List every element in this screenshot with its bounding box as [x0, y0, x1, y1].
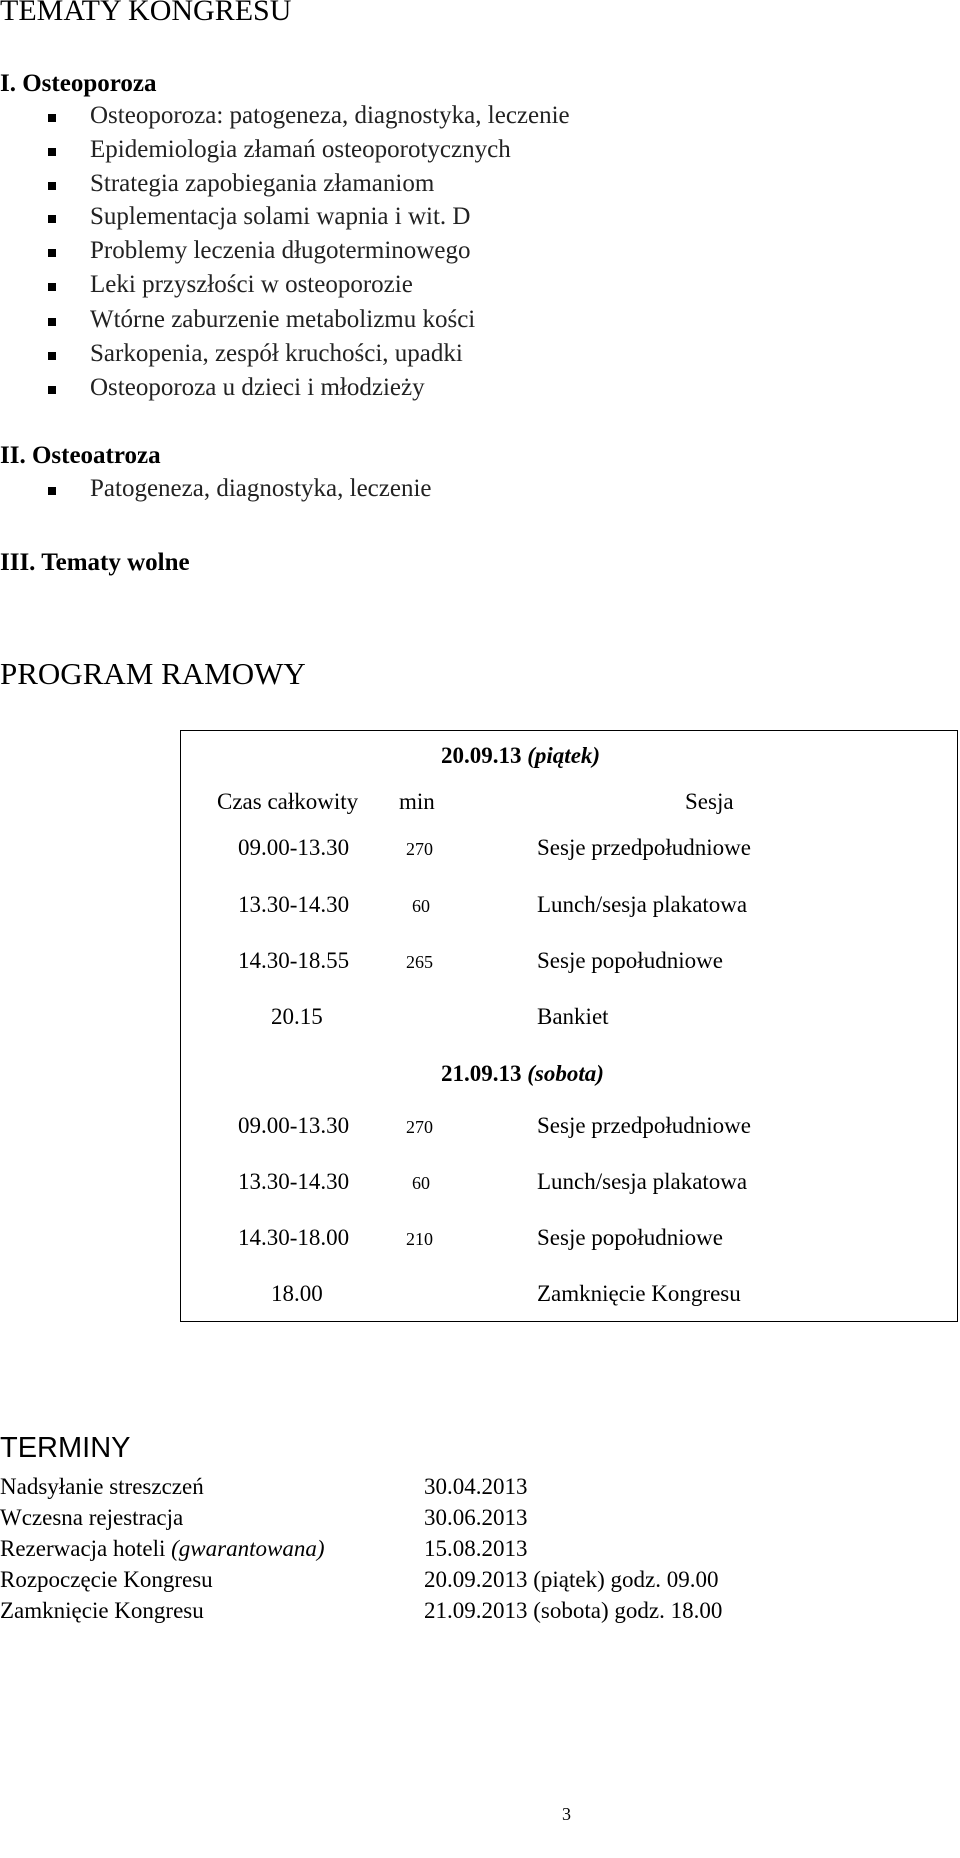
row-session: Lunch/sesja plakatowa	[537, 892, 748, 917]
square-bullet-icon	[48, 148, 56, 156]
row-min: 265	[406, 952, 433, 972]
list-item: Leki przyszłości w osteoporozie	[90, 271, 413, 298]
row-session: Sesje przedpołudniowe	[537, 1113, 751, 1138]
row-session: Lunch/sesja plakatowa	[537, 1169, 748, 1194]
list-item: Osteoporoza u dzieci i młodzieży	[90, 374, 425, 401]
row-session: Sesje przedpołudniowe	[537, 835, 751, 860]
square-bullet-icon	[48, 318, 56, 326]
row-time: 13.30-14.30	[238, 892, 350, 917]
deadline-label: Rezerwacja hoteli (gwarantowana)	[0, 1536, 325, 1561]
list-item: Problemy leczenia długoterminowego	[90, 237, 471, 264]
deadline-value: 20.09.2013 (piątek) godz. 09.00	[424, 1567, 719, 1592]
deadline-label: Nadsyłanie streszczeń	[0, 1474, 204, 1499]
deadline-value: 30.04.2013	[424, 1474, 528, 1499]
row-time: 20.15	[271, 1004, 323, 1029]
list-item: Suplementacja solami wapnia i wit. D	[90, 203, 471, 230]
row-time: 18.00	[271, 1281, 323, 1306]
deadline-value: 21.09.2013 (sobota) godz. 18.00	[424, 1598, 723, 1623]
section-heading-tematy-wolne: III. Tematy wolne	[0, 549, 190, 576]
square-bullet-icon	[48, 182, 56, 190]
section-heading-osteoatroza: II. Osteoatroza	[0, 442, 161, 469]
row-session: Zamknięcie Kongresu	[537, 1281, 741, 1306]
row-session: Sesje popołudniowe	[537, 1225, 723, 1250]
list-item: Osteoporoza: patogeneza, diagnostyka, leczenie	[90, 102, 570, 129]
row-session: Bankiet	[537, 1004, 609, 1029]
deadline-label: Zamknięcie Kongresu	[0, 1598, 204, 1623]
column-header-time: Czas całkowity	[217, 789, 359, 814]
row-min: 270	[406, 1117, 433, 1137]
program-table	[180, 730, 958, 1322]
square-bullet-icon	[48, 386, 56, 394]
section-heading-osteoporoza: I. Osteoporoza	[0, 70, 157, 97]
list-item: Sarkopenia, zespół kruchości, upadki	[90, 340, 463, 367]
square-bullet-icon	[48, 352, 56, 360]
square-bullet-icon	[48, 114, 56, 122]
square-bullet-icon	[48, 215, 56, 223]
list-item: Epidemiologia złamań osteoporotycznych	[90, 136, 511, 163]
row-time: 13.30-14.30	[238, 1169, 350, 1194]
row-min: 60	[412, 1173, 430, 1193]
row-min: 210	[406, 1229, 433, 1249]
row-min: 60	[412, 896, 430, 916]
deadline-label: Rozpoczęcie Kongresu	[0, 1567, 213, 1592]
day-date-2: 21.09.13 (sobota)	[441, 1061, 604, 1086]
row-min: 270	[406, 839, 433, 859]
page-title: TEMATY KONGRESU	[0, 0, 292, 27]
column-header-session: Sesja	[685, 789, 734, 814]
row-time: 14.30-18.55	[238, 948, 350, 973]
row-time: 09.00-13.30	[238, 1113, 350, 1138]
row-time: 09.00-13.30	[238, 835, 350, 860]
row-time: 14.30-18.00	[238, 1225, 350, 1250]
row-session: Sesje popołudniowe	[537, 948, 723, 973]
deadline-label: Wczesna rejestracja	[0, 1505, 184, 1530]
column-header-min: min	[399, 789, 435, 814]
square-bullet-icon	[48, 283, 56, 291]
square-bullet-icon	[48, 249, 56, 257]
list-item: Patogeneza, diagnostyka, leczenie	[90, 475, 432, 502]
day-date-1: 20.09.13 (piątek)	[441, 743, 601, 768]
list-item: Strategia zapobiegania złamaniom	[90, 170, 435, 197]
square-bullet-icon	[48, 487, 56, 495]
page-number: 3	[562, 1804, 571, 1824]
list-item: Wtórne zaburzenie metabolizmu kości	[90, 306, 476, 333]
program-title: PROGRAM RAMOWY	[0, 656, 306, 691]
deadlines-title: TERMINY	[0, 1432, 131, 1464]
deadline-value: 30.06.2013	[424, 1505, 528, 1530]
deadline-value: 15.08.2013	[424, 1536, 528, 1561]
